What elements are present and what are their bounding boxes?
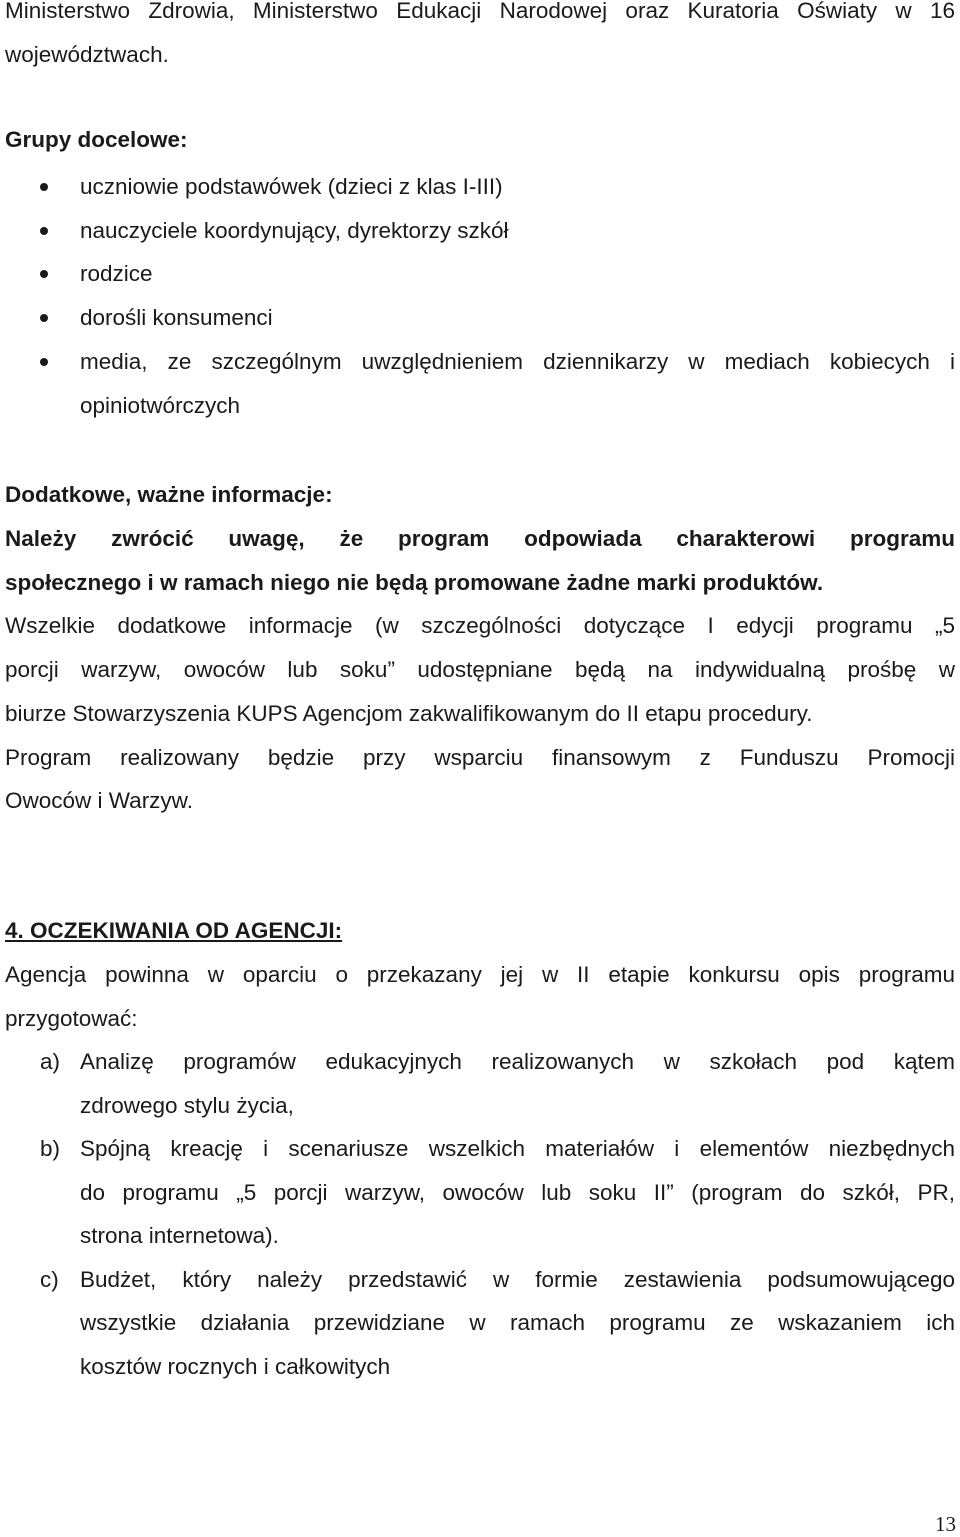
bullet-icon: [40, 314, 48, 322]
list-item-b-continued: strona internetowa).: [80, 1223, 279, 1248]
list-item-a-continued: zdrowego stylu życia,: [80, 1093, 294, 1118]
list-item-b: Spójną kreację i scenariusze wszelkich materiałów i elementów niezbędnych: [80, 1136, 955, 1161]
list-item: nauczyciele koordynujący, dyrektorzy szkół: [80, 218, 509, 243]
list-item-b-continued: do programu „5 porcji warzyw, owoców lub soku II” (program do szkół, PR,: [80, 1180, 955, 1205]
list-item-c-continued: wszystkie działania przewidziane w ramach programu ze wskazaniem ich: [80, 1310, 955, 1335]
list-item: dorośli konsumenci: [80, 305, 273, 330]
notice-line-2: społecznego i w ramach niego nie będą promowane żadne marki produktów.: [5, 570, 824, 595]
paragraph-line: Wszelkie dodatkowe informacje (w szczególności dotyczące I edycji programu „5: [5, 613, 955, 638]
bullet-icon: [40, 270, 48, 278]
target-groups-heading: Grupy docelowe:: [5, 127, 188, 152]
list-item: rodzice: [80, 261, 153, 286]
list-item-a: Analizę programów edukacyjnych realizowanych w szkołach pod kątem: [80, 1049, 955, 1074]
section-4-intro-line-2: przygotować:: [5, 1006, 138, 1031]
list-marker-a: a): [40, 1049, 61, 1074]
page-number: 13: [935, 1512, 956, 1536]
section-4-intro-line-1: Agencja powinna w oparciu o przekazany jej w II etapie konkursu opis programu: [5, 962, 955, 987]
bullet-icon: [40, 358, 48, 366]
section-4-heading: 4. OCZEKIWANIA OD AGENCJI:: [5, 918, 343, 943]
bullet-icon: [40, 183, 48, 191]
additional-info-heading: Dodatkowe, ważne informacje:: [5, 482, 333, 507]
list-item-c-continued: kosztów rocznych i całkowitych: [80, 1354, 391, 1379]
notice-line-1: Należy zwrócić uwagę, że program odpowiada charakterowi programu: [5, 526, 955, 551]
paragraph-line: Program realizowany będzie przy wsparciu finansowym z Funduszu Promocji: [5, 745, 955, 770]
list-item-continued: opiniotwórczych: [80, 393, 241, 418]
bullet-icon: [40, 227, 48, 235]
paragraph-line: porcji warzyw, owoców lub soku” udostępniane będą na indywidualną prośbę w: [5, 657, 955, 682]
intro-line-2: województwach.: [5, 42, 169, 67]
paragraph-line: Owoców i Warzyw.: [5, 788, 193, 813]
list-item-c: Budżet, który należy przedstawić w formie zestawienia podsumowującego: [80, 1267, 955, 1292]
list-marker-c: c): [40, 1267, 59, 1292]
paragraph-line: biurze Stowarzyszenia KUPS Agencjom zakwalifikowanym do II etapu procedury.: [5, 701, 813, 726]
intro-line-1: Ministerstwo Zdrowia, Ministerstwo Edukacji Narodowej oraz Kuratoria Oświaty w 16: [5, 0, 955, 23]
list-item: uczniowie podstawówek (dzieci z klas I-III): [80, 174, 503, 199]
list-item: media, ze szczególnym uwzględnieniem dziennikarzy w mediach kobiecych i: [80, 349, 955, 374]
list-marker-b: b): [40, 1136, 61, 1161]
